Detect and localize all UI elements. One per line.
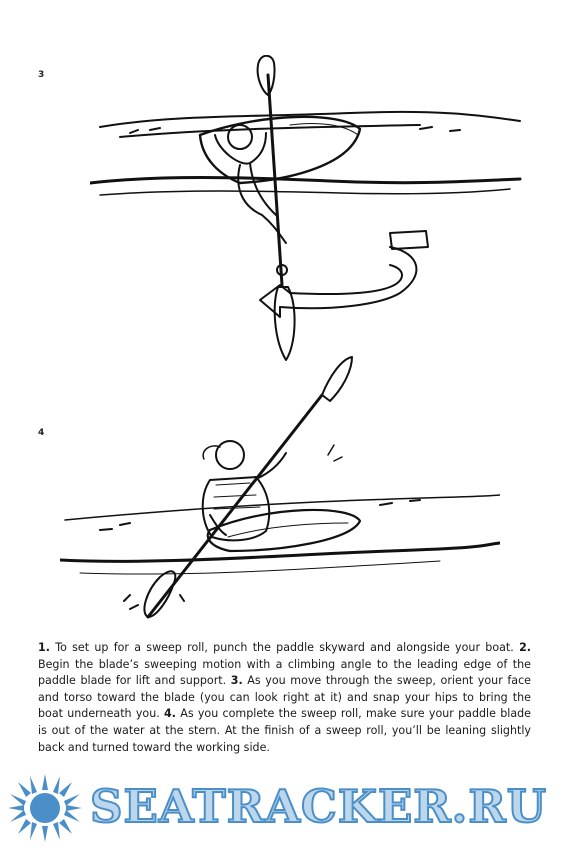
caption-step-4-text: As you complete the sweep roll, make sure your paddle blade is out of the water at the stern. At the finish of a sweep roll, you’ll be leaning slightly back and turned toward the working side. [38,707,531,754]
caption-step-2-text: Begin the blade’s sweeping motion with a climbing angle to the leading edge of the paddle blade for lift and support. [38,657,531,688]
sweep-roll-illustration-4 [60,355,500,630]
caption-step-1-text: To set up for a sweep roll, punch the paddle skyward and alongside your boat. [49,641,520,654]
caption-step-3-number: 3. [230,674,243,688]
watermark [0,768,566,850]
sweep-roll-illustration-3 [90,55,530,370]
caption-step-1-number: 1. [38,641,50,654]
watermark-text: SEATRACKER.RU [90,780,547,833]
caption-step-3-text: As you move through the sweep, orient your face and torso toward the blade (you can look right at it) and snap your hips to bring the boat underneath you. [38,674,531,721]
figure-4-number: 4 [38,428,45,438]
caption-step-2-number: 2. [519,641,531,654]
sun-icon [4,772,86,844]
caption-text [38,640,531,756]
caption-step-4-number: 4. [164,707,176,721]
figure-3-number: 3 [38,70,45,80]
